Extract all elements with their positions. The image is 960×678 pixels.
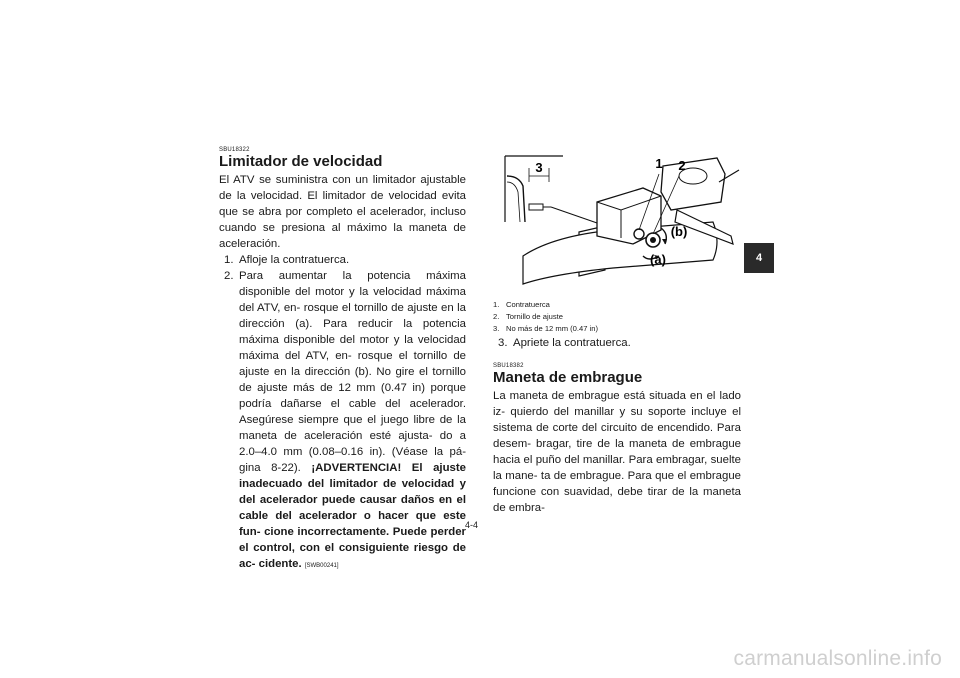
watermark: carmanualsonline.info [733, 647, 942, 670]
section-title: Limitador de velocidad [219, 153, 383, 170]
step-number: 1. [224, 254, 234, 266]
callout-a: (a) [650, 252, 666, 267]
steps-list-continued [493, 335, 741, 351]
step-item [219, 252, 466, 268]
warning-text: ¡ADVERTENCIA! El ajuste inadecuado del limitador de velocidad y del acelerador puede causar daños en el cable del acelerador o hacer que este fun- cione incorrectamente. Puede perder el control, con el consiguiente riesgo de ac- cidente. [239, 462, 466, 570]
clutch-paragraph: La maneta de embrague está situada en el lado iz- quierdo del manillar y su soporte incluye el sistema de corte del circuito de encendido. Para desem- bragar, tire de la maneta de embrague hacia el puño del manillar. Para embragar, suelte la mane- ta de embrague. Para que el embrague funcione con suavidad, debe tirar de la maneta de embra- [493, 390, 741, 514]
step-number: 2. [224, 270, 234, 282]
step-item [493, 335, 741, 351]
legend-item: 2. Tornillo de ajuste [493, 312, 563, 321]
section-title: Maneta de embrague [493, 369, 643, 386]
chapter-tab: 4 [744, 243, 774, 273]
locknut [634, 229, 644, 239]
step-text: Apriete la contratuerca. [513, 337, 631, 349]
legend-item: 3. No más de 12 mm (0.47 in) [493, 324, 599, 333]
section-code: SBU18322 [219, 147, 250, 153]
warning-code: [SWB00241] [304, 563, 339, 569]
step-text: Afloje la contratuerca. [239, 254, 350, 266]
throttle-figure [493, 152, 741, 294]
left-column [219, 147, 466, 574]
legend-item: 1. Contratuerca [493, 300, 550, 309]
callout-b: (b) [670, 224, 688, 239]
step-item [219, 268, 466, 574]
inset-screw [529, 204, 543, 210]
step-text: Para aumentar la potencia máxima disponible del motor y la velocidad máxima del ATV, en- rosque el tornillo de ajuste en la dirección (a). Para reducir la potencia máxima disponible del motor y la velocidad máxima del ATV, en- rosque el tornillo de ajuste en la dirección (b). No gire el tornillo de ajuste más de 12 mm (0.47 in) porque podría dañarse el cable del acelerador. Asegúrese siempre que el juego libre de la maneta de aceleración esté ajusta- do a 2.0–4.0 mm (0.08–0.16 in). (Véase la pá- gina 8-22). [239, 270, 466, 474]
callout-1: 1 [655, 156, 663, 171]
adjuster-screw-center [650, 237, 656, 243]
inset-lever [507, 176, 525, 222]
callout-2: 2 [678, 158, 686, 173]
steps-list [219, 252, 466, 574]
callout-3: 3 [535, 160, 543, 175]
step-number: 3. [498, 337, 508, 349]
figure-legend [493, 299, 741, 335]
inset-lever-inner [507, 182, 520, 222]
handlebar-illustration [493, 152, 741, 294]
section-code: SBU18382 [493, 363, 524, 369]
intro-paragraph: El ATV se suministra con un limitador ajustable de la velocidad. El limitador de velocidad evita que se abra por completo el acelerador, incluso cuando se presiona al máximo la maneta de aceleración. [219, 174, 466, 250]
page-number: 4-4 [465, 520, 479, 530]
right-column [493, 152, 741, 516]
